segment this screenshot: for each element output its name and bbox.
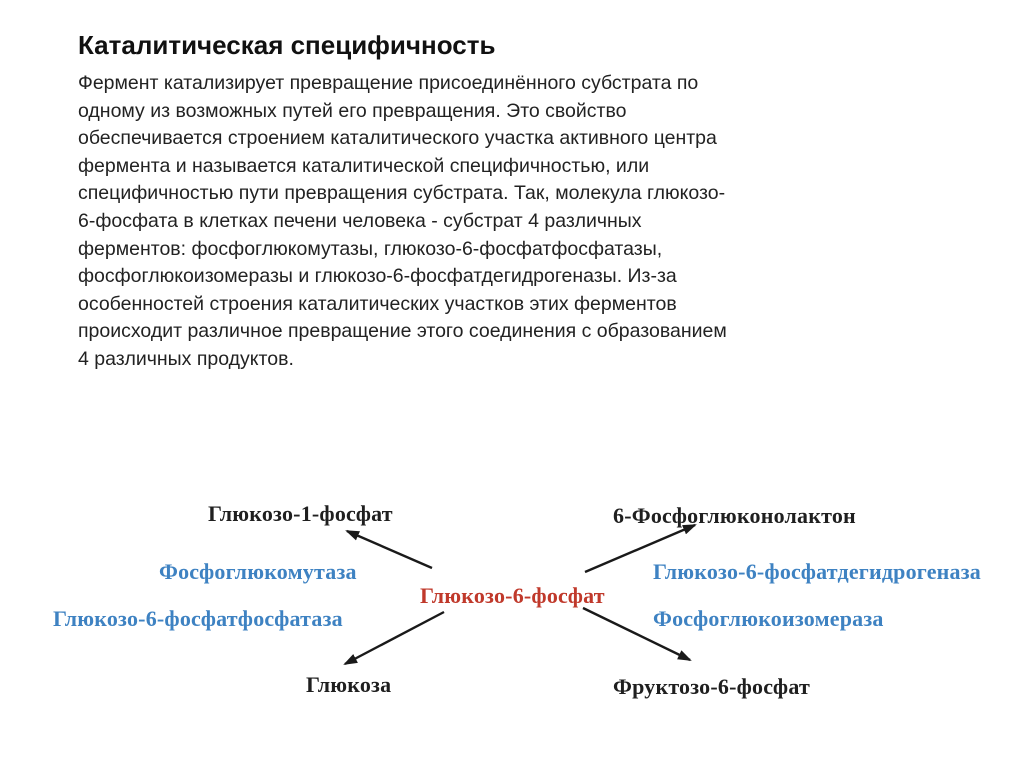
arrow-to-glucose-1-phosphate (347, 531, 432, 568)
product-glucose-1-phosphate: Глюкозо-1-фосфат (208, 501, 393, 526)
product-6-phosphogluconolactone: 6-Фосфоглюконолактон (613, 503, 856, 528)
enzyme-phosphoglucoisomerase: Фосфоглюкоизомераза (653, 606, 884, 631)
enzyme-glucose-6-phosphatase: Глюкозо-6-фосфатфосфатаза (53, 606, 343, 631)
paragraph-line: 4 различных продуктов. (78, 347, 294, 370)
paragraph-line: фосфоглюкоизомеразы и глюкозо-6-фосфатдегидрогеназы. Из-за (78, 265, 677, 288)
paragraph-line: обеспечивается строением каталитического участка активного центра (78, 127, 717, 150)
paragraph-line: одному из возможных путей его превращения. Это свойство (78, 99, 627, 122)
reaction-diagram (0, 480, 1024, 710)
product-glucose: Глюкоза (306, 672, 392, 697)
slide-title: Каталитическая специфичность (78, 30, 496, 60)
paragraph-line: 6-фосфата в клетках печени человека - субстрат 4 различных (78, 209, 642, 232)
body-paragraph (78, 70, 958, 374)
paragraph-line: особенностей строения каталитических участков этих ферментов (78, 292, 677, 315)
paragraph-line: фермента и называется каталитической специфичностью, или (78, 154, 650, 177)
arrow-to-glucose (345, 612, 444, 664)
substrate-glucose-6-phosphate: Глюкозо-6-фосфат (420, 583, 605, 608)
product-fructose-6-phosphate: Фруктозо-6-фосфат (613, 674, 810, 699)
paragraph-line: специфичностью пути превращения субстрата. Так, молекула глюкозо- (78, 182, 726, 205)
paragraph-line: происходит различное превращение этого соединения с образованием (78, 320, 727, 343)
enzyme-glucose-6-phosphate-dehydrogenase: Глюкозо-6-фосфатдегидрогеназа (653, 559, 981, 584)
paragraph-line: Фермент катализирует превращение присоединённого субстрата по (78, 72, 699, 94)
enzyme-phosphoglucomutase: Фосфоглюкомутаза (159, 559, 357, 584)
paragraph-line: ферментов: фосфоглюкомутазы, глюкозо-6-фосфатфосфатазы, (78, 237, 663, 260)
